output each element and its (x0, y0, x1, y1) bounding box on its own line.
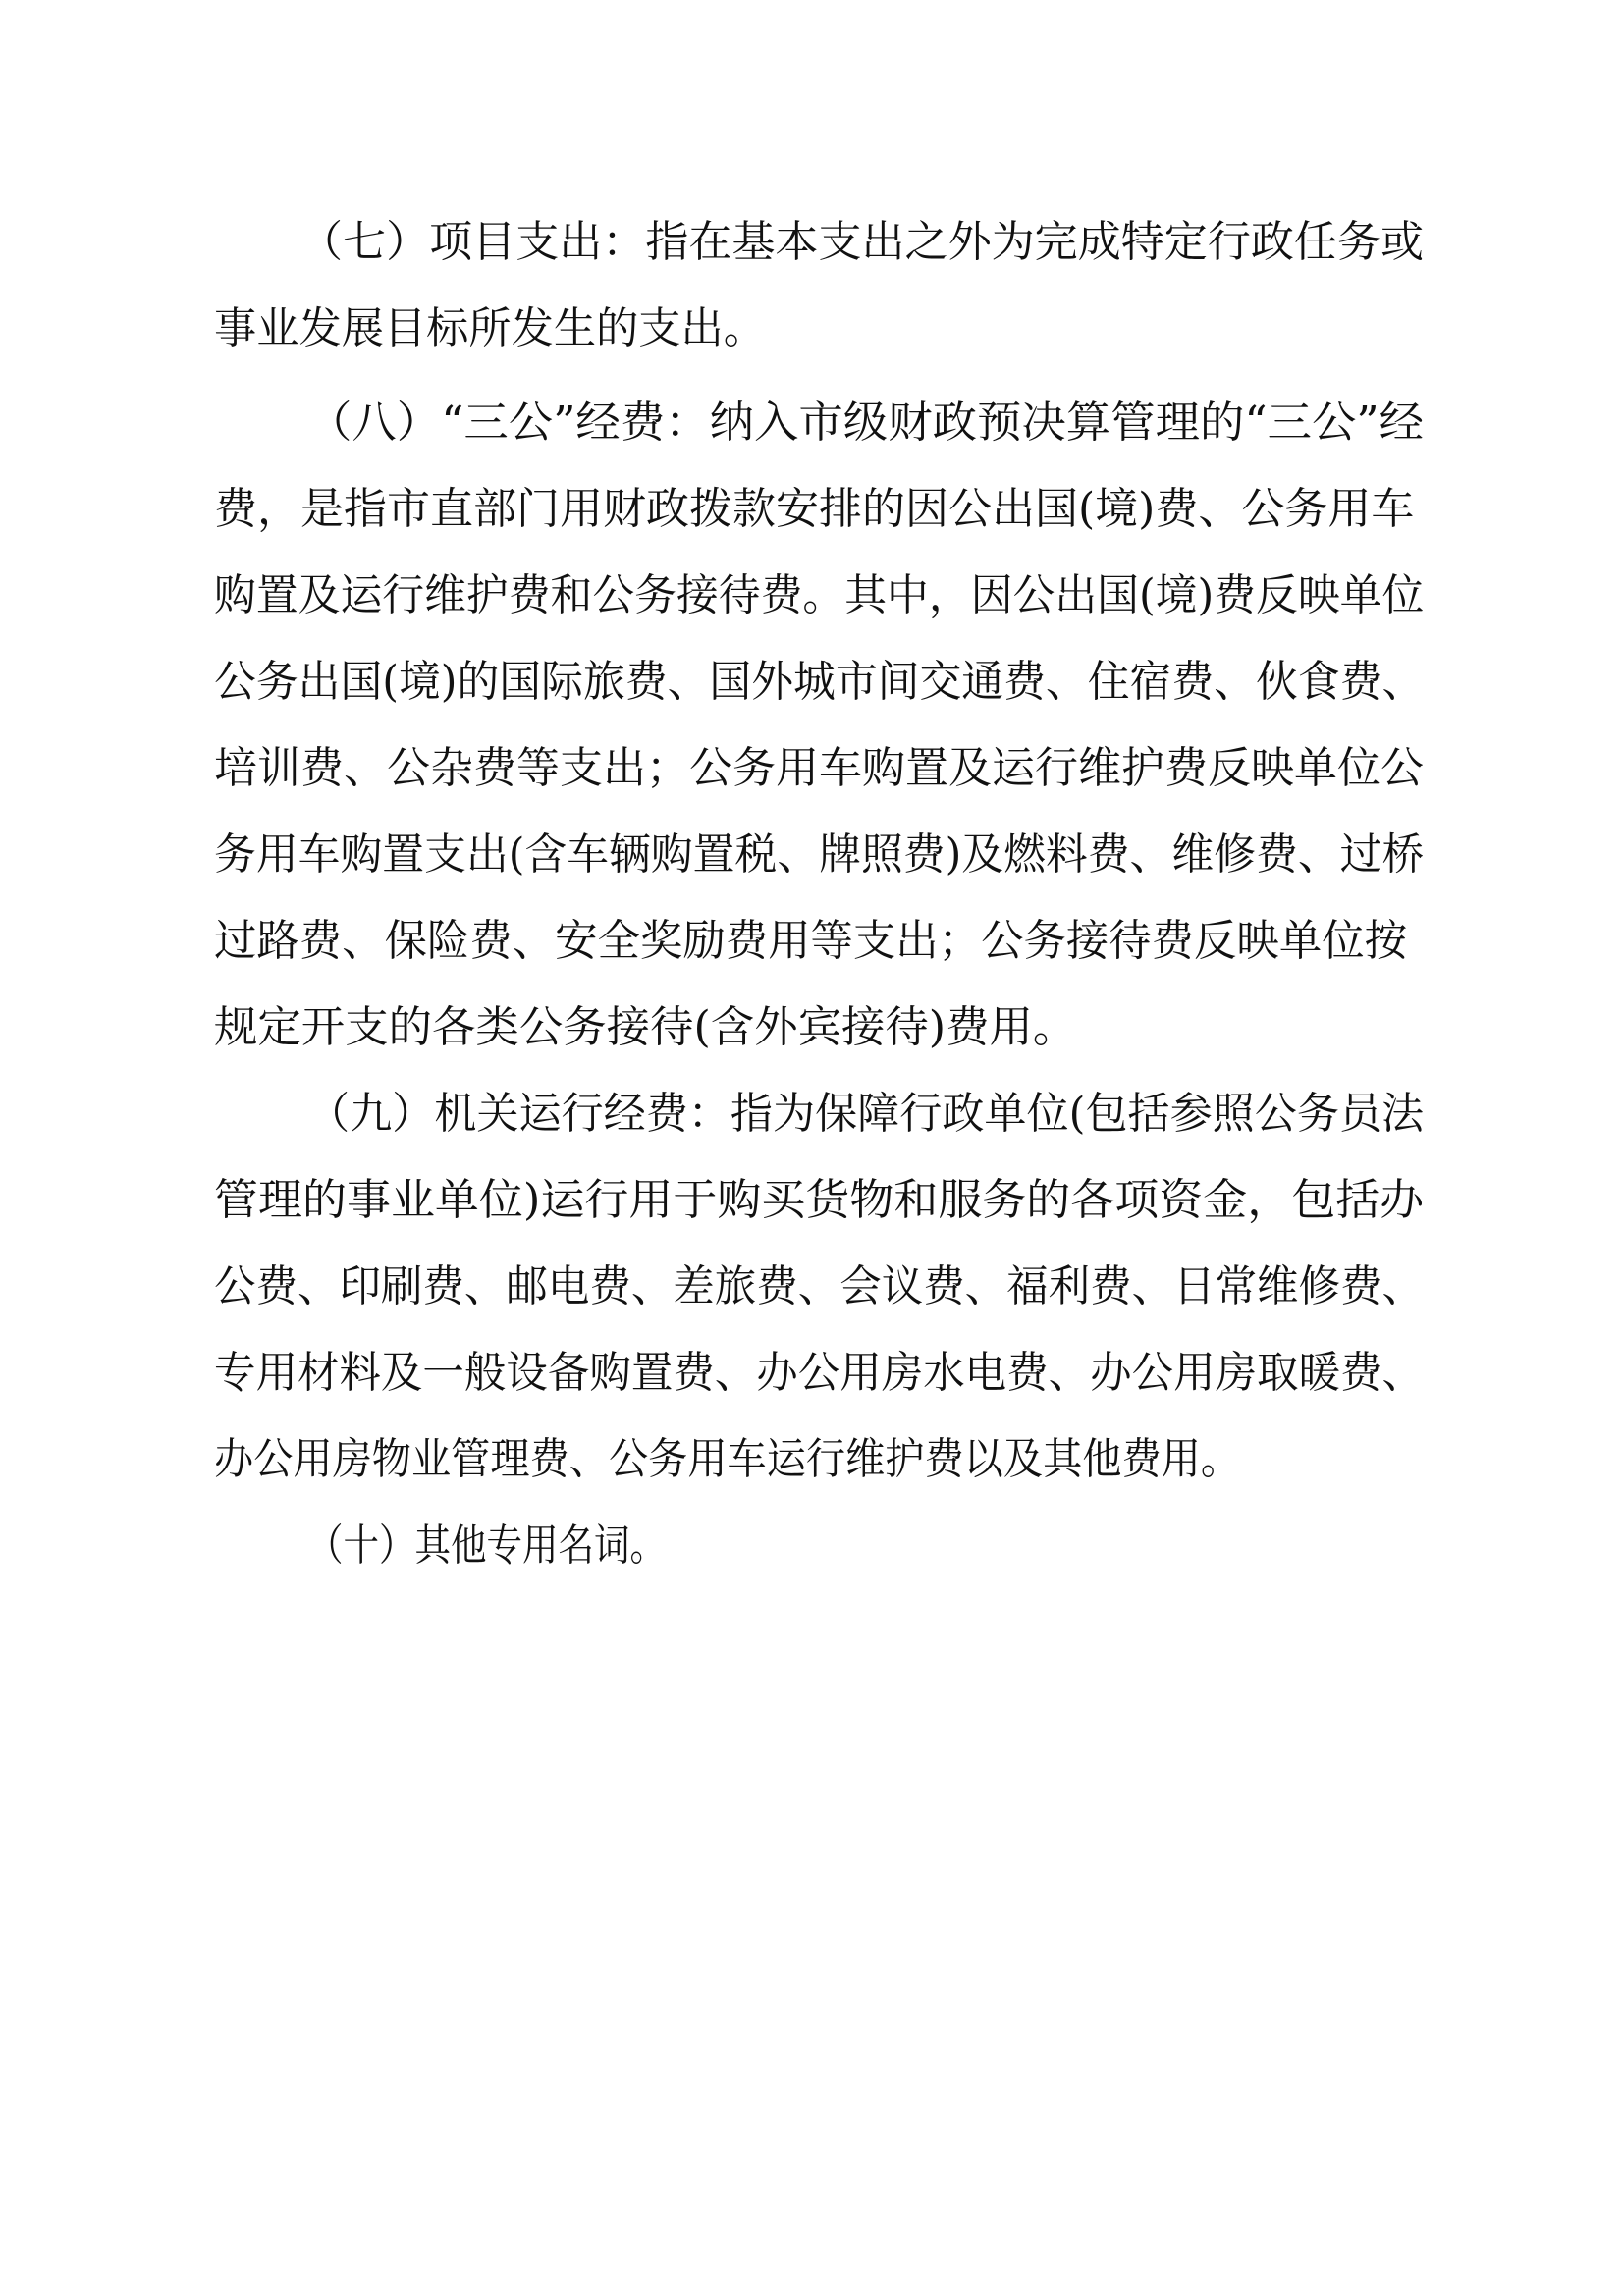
paragraph-three-public-expenses-line-2: 费，是指市直部门用财政拨款安排的因公出国(境)费、公务用车 (214, 484, 1415, 534)
paragraph-three-public-expenses-line-8: 规定开支的各类公务接待(含外宾接待)费用。 (214, 1002, 1077, 1052)
paragraph-three-public-expenses-line-1: （八）“三公”经费：纳入市级财政预决算管理的“三公”经 (307, 398, 1425, 448)
paragraph-other-terms-line-1: （十）其他专用名词。 (307, 1521, 666, 1571)
paragraph-project-expenditure-line-1: （七）项目支出：指在基本支出之外为完成特定行政任务或 (299, 217, 1425, 267)
paragraph-three-public-expenses-line-7: 过路费、保险费、安全奖励费用等支出；公务接待费反映单位按 (214, 916, 1407, 966)
paragraph-agency-operating-expenses-line-1: （九）机关运行经费：指为保障行政单位(包括参照公务员法 (307, 1089, 1425, 1139)
paragraph-agency-operating-expenses-line-5: 办公用房物业管理费、公务用车运行维护费以及其他费用。 (214, 1434, 1241, 1484)
paragraph-agency-operating-expenses-line-2: 管理的事业单位)运行用于购买货物和服务的各项资金，包括办 (214, 1175, 1425, 1225)
paragraph-project-expenditure-line-2: 事业发展目标所发生的支出。 (214, 303, 766, 353)
paragraph-agency-operating-expenses-line-4: 专用材料及一般设备购置费、办公用房水电费、办公用房取暖费、 (214, 1348, 1424, 1398)
paragraph-three-public-expenses-line-4: 公务出国(境)的国际旅费、国外城市间交通费、住宿费、伙食费、 (214, 657, 1425, 707)
paragraph-three-public-expenses-line-6: 务用车购置支出(含车辆购置税、牌照费)及燃料费、维修费、过桥 (214, 829, 1425, 880)
paragraph-three-public-expenses-line-5: 培训费、公杂费等支出；公务用车购置及运行维护费反映单位公 (214, 743, 1424, 793)
paragraph-three-public-expenses-line-3: 购置及运行维护费和公务接待费。其中，因公出国(境)费反映单位 (214, 570, 1425, 620)
paragraph-agency-operating-expenses-line-3: 公费、印刷费、邮电费、差旅费、会议费、福利费、日常维修费、 (214, 1261, 1424, 1311)
